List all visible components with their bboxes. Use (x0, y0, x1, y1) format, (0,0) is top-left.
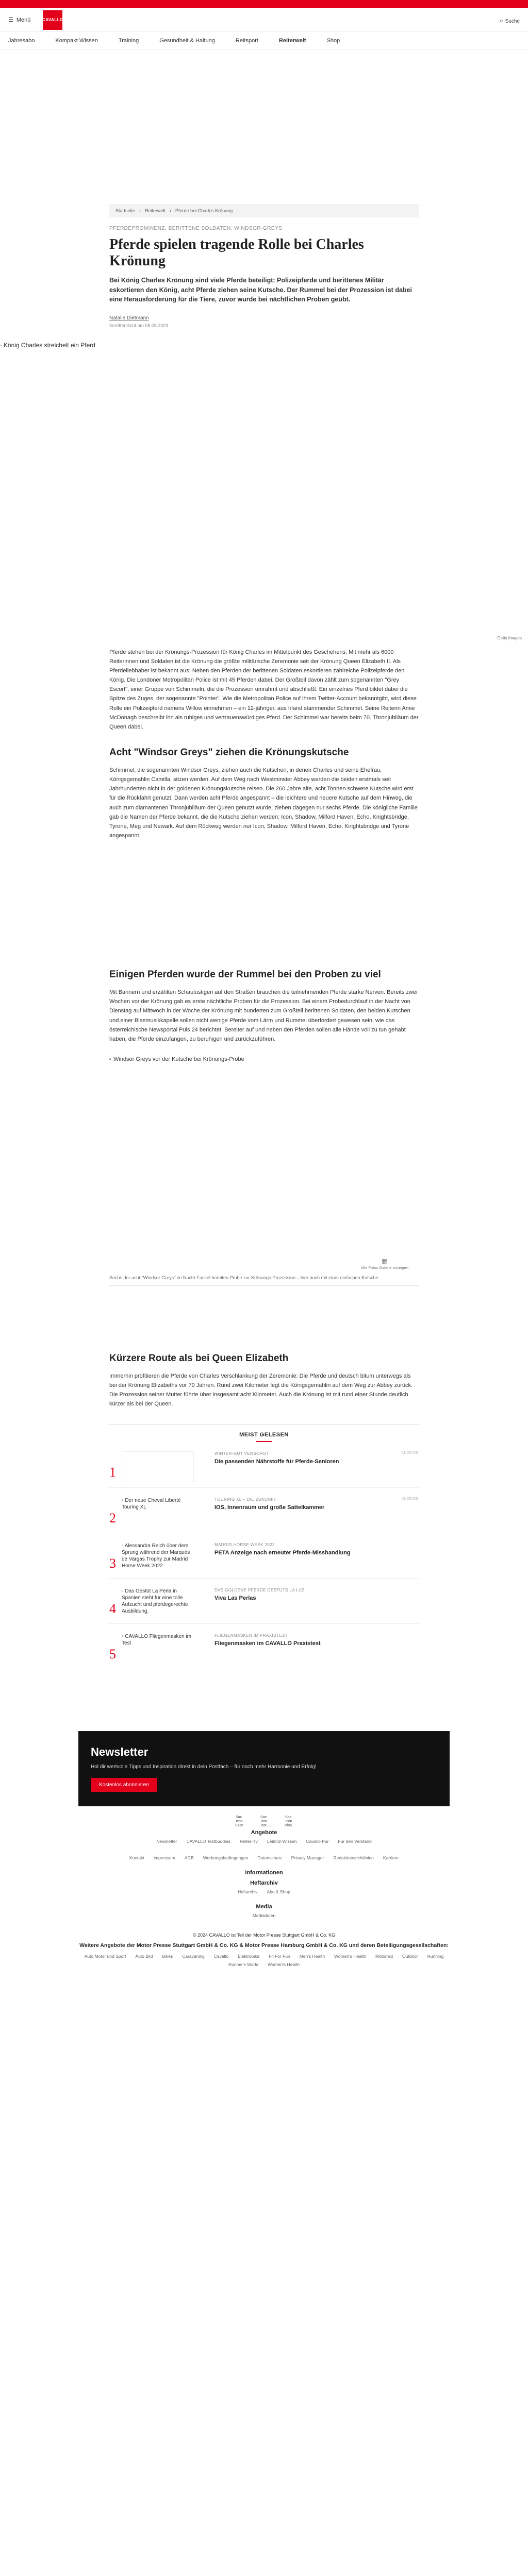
nav-item-kompakt-wissen[interactable]: Kompakt Wissen (55, 37, 98, 44)
footer-link[interactable]: Cavallo Pur (306, 1839, 329, 1844)
footer-link[interactable]: Für den Verstand (338, 1839, 372, 1844)
footer-angebote-title: Angebote (251, 1829, 277, 1836)
partner-link[interactable]: Running (427, 1953, 444, 1959)
teaser-image: ▫ Alessandra Reich über dem Sprung während der Marqués de Vargas Trophy zur Madrid Horse Week 2022 (122, 1543, 190, 1569)
gallery-button[interactable]: ▦ Alle Fotos Galerie anzeigen (360, 1257, 408, 1270)
newsletter-text: Hol dir wertvolle Tipps und Inspiration direkt in dein Postfach – für noch mehr Harmonie und Erfolg! (91, 1764, 317, 1770)
partner-links (78, 1954, 450, 1967)
pinterest-icon[interactable]: Soc. Icon Pinn. (285, 1816, 293, 1827)
newsletter-box (78, 1731, 450, 1806)
footer-hefte-links (0, 1889, 528, 1894)
footer-media-title: Media (256, 1904, 272, 1910)
teaser-kicker: FLIEGENMASKEN IM PRAXISTEST (214, 1633, 288, 1638)
article-title: Pferde spielen tragende Rolle bei Charles Krönung (109, 236, 364, 269)
partner-link[interactable]: Caravaning (182, 1953, 205, 1959)
ad-label: ANZEIGE (401, 1451, 419, 1455)
image-placeholder-icon: ▫ (122, 1543, 124, 1549)
teaser-image (122, 1451, 194, 1482)
gallery-icon: ▦ (382, 1257, 388, 1265)
breadcrumb-section[interactable]: Reiterwelt (145, 208, 166, 213)
image-placeholder-icon: ▫ (109, 1056, 111, 1062)
most-read-section (109, 1424, 419, 1669)
newsletter-subscribe-button[interactable]: Kostenlos abonnieren (91, 1778, 157, 1792)
partner-link[interactable]: Women's Health (268, 1961, 300, 1967)
image-placeholder-icon: ▫ (0, 343, 2, 349)
footer-link[interactable]: Abo & Shop (267, 1889, 290, 1895)
inline-figure[interactable] (109, 1054, 419, 1270)
hero-figure (0, 342, 528, 640)
footer-service-links (0, 1855, 528, 1860)
most-read-title: MEIST GELESEN (109, 1424, 419, 1442)
partner-link[interactable]: Motorrad (375, 1953, 393, 1959)
nav-item-shop[interactable]: Shop (326, 37, 340, 44)
image-placeholder-icon: ▫ (122, 1634, 124, 1640)
social-links (0, 1816, 528, 1827)
rank-number: 4 (109, 1601, 116, 1617)
footer-link[interactable]: Heftarchiv (238, 1889, 258, 1895)
footer-link[interactable]: Kontakt (129, 1855, 144, 1861)
hero-credit: Getty Images (497, 635, 522, 640)
teaser-kicker: MADRID HORSE WEEK 2022 (214, 1543, 275, 1548)
list-item[interactable] (109, 1543, 419, 1579)
nav-item-training[interactable]: Training (118, 37, 139, 44)
subheading-rummel: Einigen Pferden wurde der Rummel bei den Proben zu viel (109, 969, 381, 980)
partner-link[interactable]: Outdoor (402, 1953, 418, 1959)
subheading-kuerzere-route: Kürzere Route als bei Queen Elizabeth (109, 1352, 289, 1364)
instagram-icon[interactable]: Soc. Icon Inst. (260, 1816, 268, 1827)
rank-number: 2 (109, 1511, 116, 1526)
footer-link[interactable]: Werbungsbedingungen (203, 1855, 249, 1861)
site-header (0, 8, 528, 32)
footer-link[interactable]: Impressum (153, 1855, 175, 1861)
breadcrumb-current: Pferde bei Charles Krönung (175, 208, 233, 213)
search-button[interactable] (500, 16, 520, 25)
main-navigation (0, 32, 528, 49)
nav-item-reitsport[interactable]: Reitsport (235, 37, 258, 44)
teaser-image: ▫ CAVALLO Fliegenmasken im Test (122, 1634, 191, 1647)
article (109, 226, 419, 328)
teaser-title[interactable]: PETA Anzeige nach erneuter Pferde-Misshandlung (214, 1550, 351, 1556)
paragraph-2: Schimmel, die sogenannten Windsor Greys, ziehen auch die Kutschen, in denen Charles und seine Ehefrau, Königsgemahlin Camilla, sitzen werden. Auf dem Weg nach Westminster Abbey werden die beiden erstmals seit Jahrhunderten nicht in der goldenen Krönungskutsche reisen. Die 260 Jahre alte, acht Tonnen schwere Kutsche wird erst für die Rückfahrt genutzt. Dann werden acht Pferde angespannt – die leichtere und neuere Kutsche auf dem Hinweg, die auch zum diamantenen Thronjubiläum der Queen genutzt wurde, ziehen dagegen nur sechs Pferde. Die königliche Familie gab die Namen der Pferde bekannt, die die Kutsche ziehen werden: Icon, Shadow, Milford Haven, Echo, Knightsbridge, Tyrone, Meg und Newark. Auf dem Rückweg werden nur Icon, Shadow, Milford Haven, Echo, Knightsbridge und Tyrone angespannt. (109, 767, 418, 839)
teaser-title[interactable]: Fliegenmasken im CAVALLO Praxistest (214, 1640, 321, 1647)
subheading-windsor-greys: Acht "Windsor Greys" ziehen die Krönungskutsche (109, 747, 349, 758)
paragraph-1: Pferde stehen bei der Krönungs-Prozession für König Charles im Mittelpunkt des Geschehens. Mit mehr als 6000 Reiterinnen und Soldaten ist die Krönung die größte militärische Zeremonie seit der Krönung Queen Elizabeth II. Als Pferdeliebhaber ist bekannt aus: Neben den Pferden der berittenen Soldaten eskortieren zahlreiche Polizeipferde den König. Die Londoner Metropolitan Police ist mit 45 Pferden dabei. Der Großteil davon zählt zum sogenannten "Grey Escort", einer Gruppe von Schimmeln, die die Prozession umrahmt und abschließt. Ein einzelnes Pferd bildet dabei die Spitze des Zuges, der sogenannte "Pointer". Wie die Metropolitan Police auf ihrem Twitter-Account bekanntgibt, wird diese Rolle ein Polizeipferd namens Willow einnehmen – ein 12-jähriger, aus Irland stammender Schimmel. Seine Reiterin Amie McDonagh beschreibt ihn als ruhiges und vertrauenswürdiges Pferd. Der Schimmel war bereits beim 70. Thronjubiläum der Queen dabei. (109, 649, 419, 730)
copyright: © 2024 CAVALLO ist Teil der Motor Presse Stuttgart GmbH & Co. KG (192, 1933, 336, 1938)
list-item[interactable] (109, 1588, 419, 1624)
partner-link[interactable]: Auto Motor und Sport (84, 1953, 126, 1959)
site-footer (0, 1816, 528, 1967)
partner-link[interactable]: Bikes (162, 1953, 173, 1959)
paragraph-3: Mit Bannern und erzählten Schaulustigen auf den Straßen brauchen die teilnehmenden Pferde starke Nerven. Bereits zwei Wochen vor der Krönung gab es erste nächtliche Proben für die Prozession. Bei einem Probedurchlauf in der Nacht von Dienstag auf Mittwoch in der Woche der Krönung mit hunderten zum Großteil berittenen Soldaten, den beiden Kutschen und einer Blasmusikkapelle sollen nicht wenige Pferde vom Lärm und Rummel überfordert gewesen sein, wie das österreichische Newsportal Puls 24 berichtet. Bereiter auf und neben den Pferden sollen alle Hände voll zu tun gehabt haben, die Pferde einzufangen, zu beruhigen und zurückzuführen. (109, 989, 418, 1042)
footer-link[interactable]: Newsletter (156, 1839, 177, 1844)
nav-item-reiterwelt[interactable]: Reiterwelt (278, 37, 306, 44)
article-kicker: PFERDEPROMINENZ, BERITTENE SOLDATEN, WINDSOR-GREYS (109, 226, 283, 231)
footer-link[interactable]: CAVALLO Testbuddies (186, 1839, 230, 1844)
article-date: Veröffentlicht am 05.05.2023 (109, 323, 169, 328)
footer-link[interactable]: AGB (184, 1855, 194, 1861)
rank-number: 1 (109, 1465, 116, 1480)
image-placeholder-icon: ▫ (122, 1588, 124, 1595)
teaser-image: ▫ Das Gestüt La Perla in Spanien steht für eine tolle Aufzucht und pferdegerechte Ausbildung. (122, 1588, 188, 1615)
hero-image-alt: König Charles streichelt ein Pferd (3, 341, 95, 349)
footer-link[interactable]: Mediadaten (252, 1913, 276, 1919)
paragraph-4: Immerhin profitieren die Pferde von Charles Verschlankung der Zeremonie: Die Pferde und deutsch bitum unterwegs als bei der Krönung Elizabeths vor 70 Jahren. Rund zwei Kilometer legt die Königsgemahlin auf dem Weg zur Abbey zurück. Die Prozession seiner Mutter führte über insgesamt acht Kilometer. Auch die Krönung ist mit rund einer Stunde deutlich kürzer als bei der Queen. (109, 1372, 413, 1407)
footer-link[interactable]: Privacy Manager (291, 1855, 324, 1861)
footer-link[interactable]: Leibniz-Wissen (267, 1839, 297, 1844)
partner-link[interactable]: Auto Bild (135, 1953, 153, 1959)
teaser-kicker: WINTER-GUT VERSORGT (214, 1451, 269, 1456)
teaser-title[interactable]: Die passenden Nährstoffe für Pferde-Senioren (214, 1459, 339, 1465)
teaser-kicker: TOURING XL – DIE ZUKUNFT (214, 1497, 276, 1502)
search-icon: ⌕ (499, 16, 504, 24)
breadcrumb-home[interactable]: Startseite (116, 208, 136, 213)
partner-link[interactable]: Runner's World (228, 1961, 259, 1967)
nav-item-gesundheit[interactable]: Gesundheit & Haltung (159, 37, 215, 44)
footer-link[interactable]: Karriere (383, 1855, 399, 1861)
hamburger-icon: ☰ (8, 17, 13, 23)
top-accent-bar (0, 0, 528, 8)
teaser-kicker: DAS GOLDENE PFERDE GESTÜTS LA LUZ (214, 1588, 305, 1593)
article-author[interactable]: Natalie Dietmann (109, 315, 149, 321)
menu-label: Menü (16, 16, 31, 23)
breadcrumb: Startseite › Reiterwelt › Pferde bei Charles Krönung (109, 204, 419, 217)
image-placeholder-icon: ▫ (122, 1498, 124, 1504)
footer-link[interactable]: Redaktionsrichtlinien (333, 1855, 374, 1861)
partner-link[interactable]: Men's Health (299, 1953, 325, 1959)
footer-info-title: Informationen (245, 1870, 283, 1876)
menu-button[interactable] (8, 16, 30, 23)
list-item[interactable] (109, 1497, 419, 1533)
site-logo[interactable]: CAVALLO (43, 10, 62, 30)
article-lead: Bei König Charles Krönung sind viele Pferde beteiligt: Polizeipferde und berittenes Militär eskortieren den König, acht Pferde ziehen seine Kutsche. Der Rummel bei der Prozession ist dabei eine Herausforderung für die Tiere, zuvor wurde bei nächtlichen Proben geübt. (109, 277, 412, 303)
partner-link[interactable]: Fit For Fun (269, 1953, 290, 1959)
facebook-icon[interactable]: Soc. Icon Face (235, 1816, 243, 1827)
footer-media-links (0, 1913, 528, 1918)
inline-image-alt: Windsor Greys vor der Kutsche bei Krönungs-Probe (113, 1056, 244, 1062)
publisher-note: Weitere Angebote der Motor Presse Stuttgart GmbH & Co. KG & Motor Presse Hamburg GmbH & Co. KG und deren Beteiligungsgesellschaften: (79, 1942, 449, 1949)
ad-label: ANZEIGE (401, 1497, 419, 1501)
footer-angebote-links (0, 1839, 528, 1844)
footer-link[interactable]: Reiter-Tv (239, 1839, 258, 1844)
list-item[interactable] (109, 1633, 419, 1669)
rank-number: 3 (109, 1556, 116, 1571)
teaser-title[interactable]: IOS, Innenraum und große Sattelkammer (214, 1504, 325, 1511)
teaser-title[interactable]: Viva Las Perlas (214, 1595, 256, 1602)
partner-link[interactable]: Elektrobike (238, 1953, 260, 1959)
newsletter-title: Newsletter (91, 1745, 148, 1759)
footer-heftarchiv-title: Heftarchiv (250, 1880, 278, 1887)
nav-item-jahresabo[interactable]: Jahresabo (8, 37, 35, 44)
partner-link[interactable]: Women's Health (334, 1953, 366, 1959)
rank-number: 5 (109, 1647, 116, 1662)
list-item[interactable] (109, 1451, 419, 1488)
search-label: Suche (505, 19, 520, 24)
figure-caption: Sechs der acht "Windsor Greys" im Nacht-Fackel bereiten Probe zur Krönungs-Prozession – hier noch mit einer einfachen Kutsche. (109, 1275, 419, 1286)
hero-image (0, 342, 528, 630)
partner-link[interactable]: Cavallo (213, 1953, 229, 1959)
teaser-image: ▫ Der neue Cheval Liberté Touring XL (122, 1498, 181, 1511)
footer-link[interactable]: Datenschutz (257, 1855, 282, 1861)
